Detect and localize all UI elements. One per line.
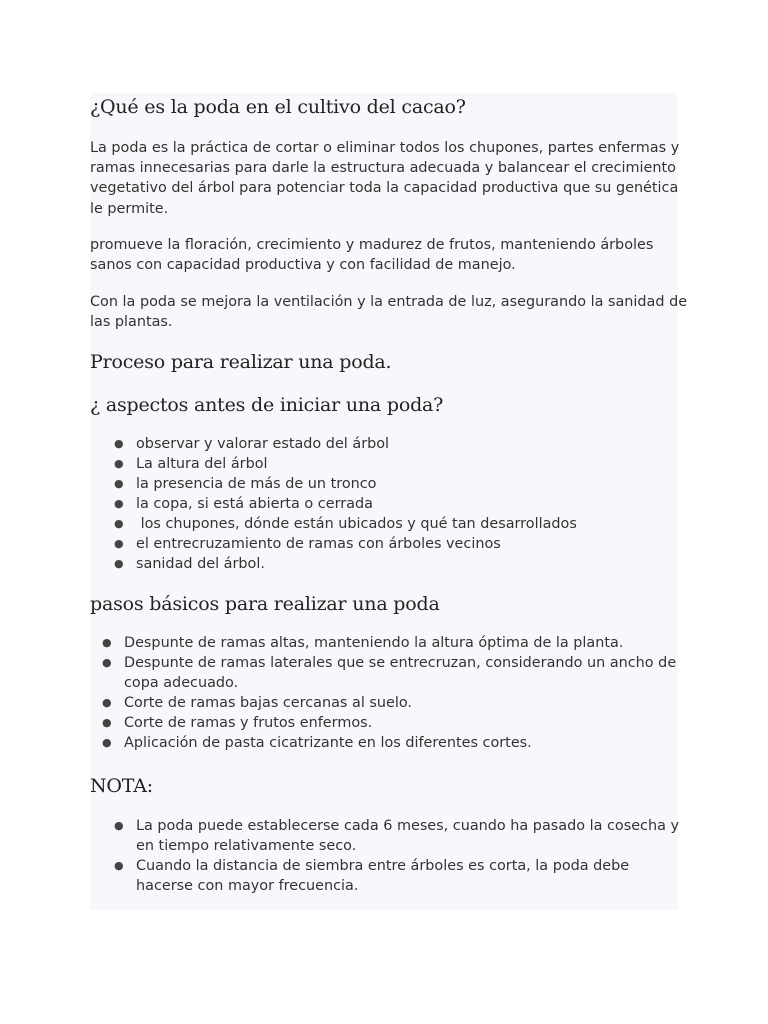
bullet-icon: ● [102,635,112,649]
bullet-icon: ● [114,536,124,550]
bullet-icon: ● [114,456,124,470]
list-item: ● La poda puede establecerse cada 6 meses, cuando ha pasado la cosecha y en tiempo relativamente seco. [114,817,679,854]
list-item: ● Aplicación de pasta cicatrizante en los diferentes cortes. [102,734,532,751]
bullet-icon: ● [114,818,124,832]
paragraph-definition: La poda es la práctica de cortar o eliminar todos los chupones, partes enfermas y ramas innecesarias para darle la estructura adecuada y balancear el crecimiento vegetativo del árbol para potenciar toda la capacidad productiva que su genética le permite. [90,140,680,217]
list-item: ● Cuando la distancia de siembra entre árboles es corta, la poda debe hacerse con mayor frecuencia. [114,857,630,894]
bullet-icon: ● [114,556,124,570]
heading-what-is-pruning: ¿Qué es la poda en el cultivo del cacao? [90,96,466,118]
list-item: ● los chupones, dónde están ubicados y qué tan desarrollados [114,515,577,532]
paragraph-ventilation: Con la poda se mejora la ventilación y la entrada de luz, asegurando la sanidad de las plantas. [90,294,688,331]
list-item: ● la presencia de más de un tronco [114,475,377,492]
list-item: ● Corte de ramas y frutos enfermos. [102,714,373,731]
list-item: ● el entrecruzamiento de ramas con árboles vecinos [114,535,501,552]
list-item: ● Despunte de ramas altas, manteniendo la altura óptima de la planta. [102,634,624,651]
bullet-icon: ● [114,476,124,490]
heading-aspects: ¿ aspectos antes de iniciar una poda? [90,393,444,416]
bullet-icon: ● [114,858,124,872]
bullet-icon: ● [114,436,124,450]
paragraph-benefits: promueve la floración, crecimiento y madurez de frutos, manteniendo árboles sanos con capacidad productiva y con facilidad de manejo. [90,236,654,274]
list-item: ● La altura del árbol [114,455,268,472]
list-item: ● Despunte de ramas laterales que se entrecruzan, considerando un ancho de copa adecuado. [102,654,677,691]
steps-list [90,633,688,753]
heading-basic-steps: pasos básicos para realizar una poda [90,592,440,615]
heading-note: NOTA: [90,774,153,797]
document-panel [90,93,688,910]
list-item: ● Corte de ramas bajas cercanas al suelo. [102,694,412,711]
bullet-icon: ● [102,695,112,709]
list-item: ● observar y valorar estado del árbol [114,435,390,452]
bullet-icon: ● [114,496,124,510]
notes-list [90,816,688,896]
bullet-icon: ● [114,516,124,530]
document-content [90,93,688,896]
list-item: ● la copa, si está abierta o cerrada [114,495,373,512]
heading-process: Proceso para realizar una poda. [90,350,392,373]
list-item: ● sanidad del árbol. [114,555,265,572]
bullet-icon: ● [102,735,112,749]
bullet-icon: ● [102,655,112,669]
aspects-list [90,434,688,574]
bullet-icon: ● [102,715,112,729]
